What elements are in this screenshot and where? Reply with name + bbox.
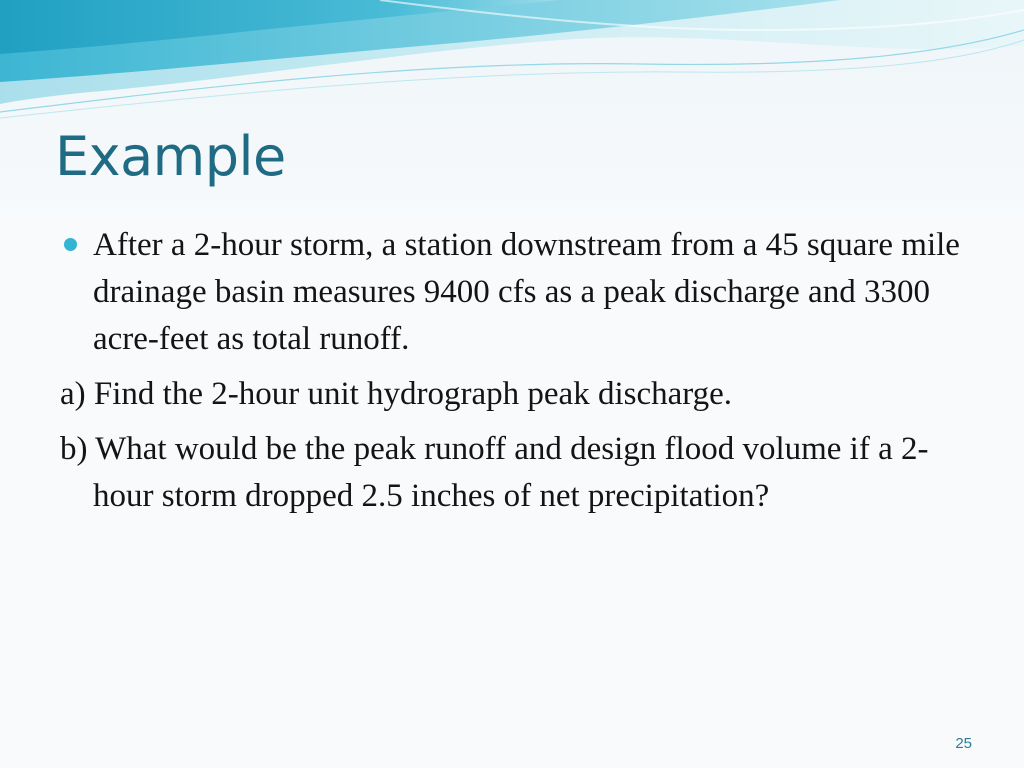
wave-decoration [0, 0, 1024, 130]
paragraph-text: After a 2-hour storm, a station downstream from a 45 square mile drainage basin measures 9400 cfs as a peak discharge and 3300 acre-feet as total runoff. [93, 227, 960, 357]
paragraph-text: b) What would be the peak runoff and design flood volume if a 2-hour storm dropped 2.5 inches of net precipitation? [60, 431, 929, 514]
slide-title: Example [55, 125, 286, 188]
bullet-paragraph [60, 222, 980, 363]
round-bullet-icon [64, 238, 77, 251]
paragraph-text: a) Find the 2-hour unit hydrograph peak discharge. [60, 376, 733, 412]
question-a [60, 371, 980, 418]
page-number: 25 [955, 735, 972, 752]
question-b [60, 426, 980, 520]
slide-body [60, 222, 980, 528]
